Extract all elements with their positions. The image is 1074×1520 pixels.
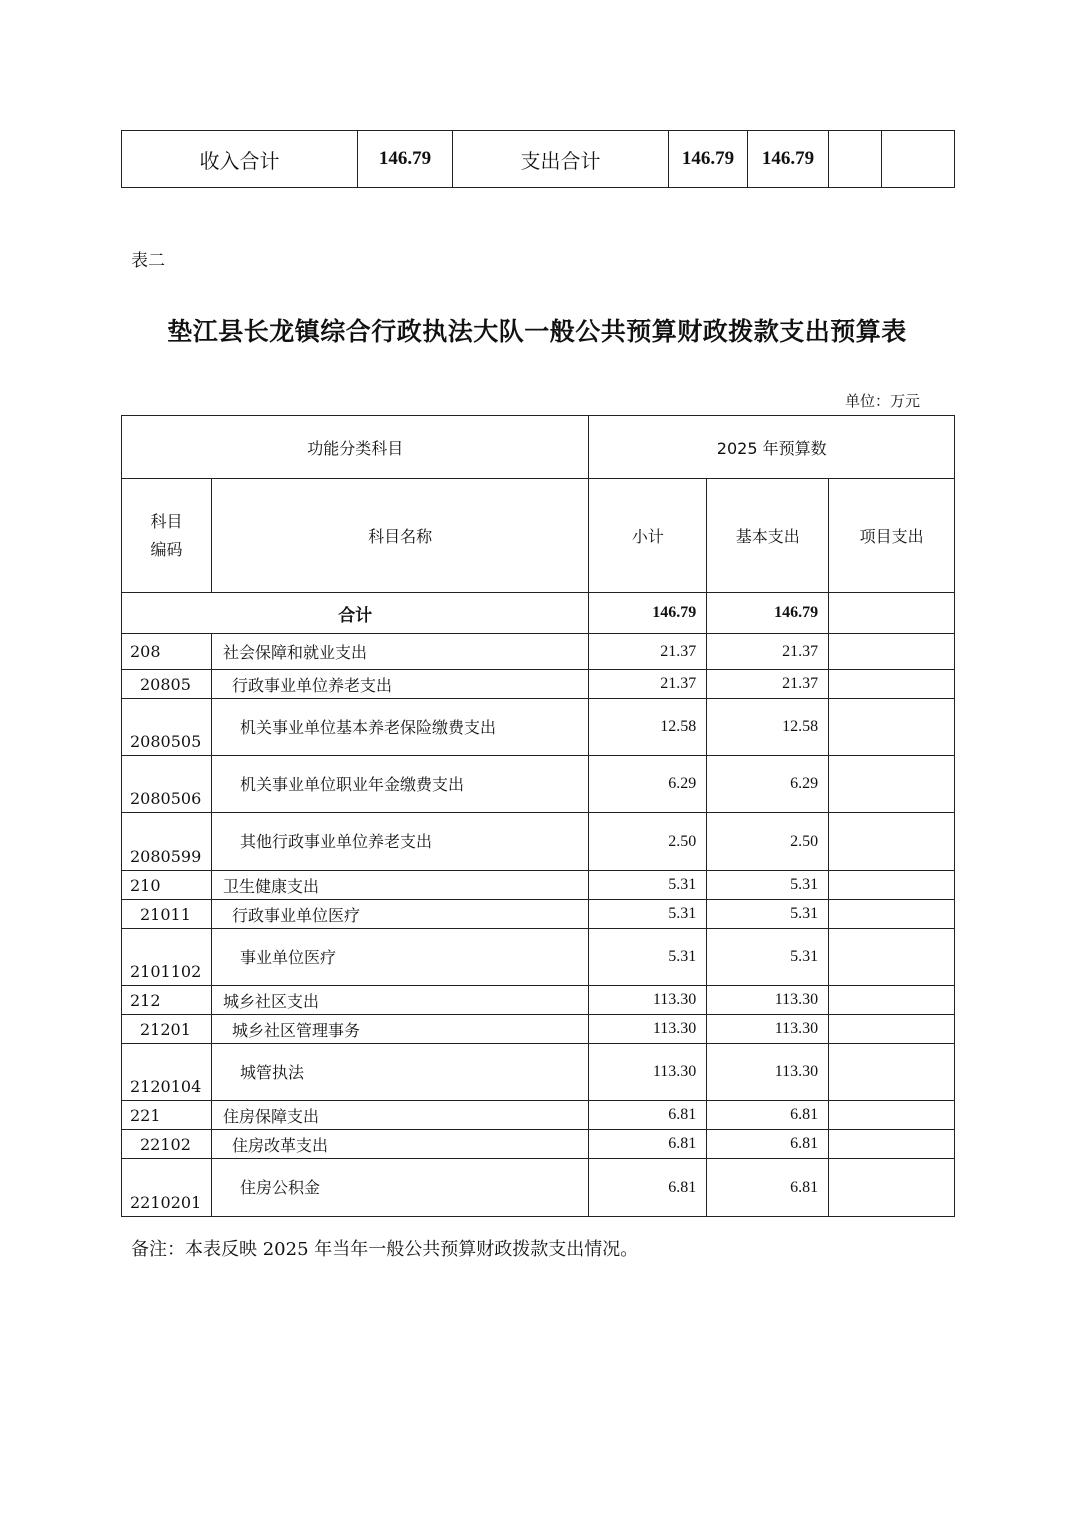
table-row bbox=[122, 634, 955, 670]
expense-total-value-1: 146.79 bbox=[669, 131, 748, 188]
unit-label: 单位：万元 bbox=[844, 392, 920, 410]
row-code: 210 bbox=[122, 871, 212, 900]
expense-total-value-2: 146.79 bbox=[748, 131, 829, 188]
income-total-label: 收入合计 bbox=[122, 131, 358, 188]
row-subtotal: 113.30 bbox=[589, 986, 707, 1015]
income-total-value: 146.79 bbox=[358, 131, 453, 188]
row-basic: 6.29 bbox=[707, 756, 829, 813]
row-subtotal: 5.31 bbox=[589, 871, 707, 900]
summary-blank-2 bbox=[882, 131, 955, 188]
row-code: 221 bbox=[122, 1101, 212, 1130]
row-basic: 113.30 bbox=[707, 1044, 829, 1101]
row-basic: 5.31 bbox=[707, 871, 829, 900]
row-name: 行政事业单位医疗 bbox=[211, 900, 588, 929]
table-row bbox=[122, 1159, 955, 1217]
budget-table bbox=[121, 415, 955, 1217]
row-project bbox=[829, 986, 955, 1015]
row-project bbox=[829, 1130, 955, 1159]
row-basic: 113.30 bbox=[707, 986, 829, 1015]
total-label: 合计 bbox=[122, 593, 589, 634]
header-subtotal: 小计 bbox=[589, 479, 707, 593]
row-name: 机关事业单位职业年金缴费支出 bbox=[211, 756, 588, 813]
row-project bbox=[829, 900, 955, 929]
summary-table bbox=[121, 130, 955, 188]
row-code: 208 bbox=[122, 634, 212, 670]
table-row bbox=[122, 1130, 955, 1159]
row-code: 20805 bbox=[122, 670, 212, 699]
row-basic: 5.31 bbox=[707, 900, 829, 929]
row-name: 事业单位医疗 bbox=[211, 929, 588, 986]
row-subtotal: 6.81 bbox=[589, 1101, 707, 1130]
row-subtotal: 5.31 bbox=[589, 900, 707, 929]
total-row bbox=[122, 593, 955, 634]
row-name: 社会保障和就业支出 bbox=[211, 634, 588, 670]
table-row bbox=[122, 699, 955, 756]
header-code-line1: 科目 bbox=[150, 511, 183, 531]
row-code: 2120104 bbox=[122, 1044, 212, 1101]
row-subtotal: 6.81 bbox=[589, 1130, 707, 1159]
total-project bbox=[829, 593, 955, 634]
row-project bbox=[829, 699, 955, 756]
row-name: 城乡社区支出 bbox=[211, 986, 588, 1015]
row-name: 城管执法 bbox=[211, 1044, 588, 1101]
row-name: 行政事业单位养老支出 bbox=[211, 670, 588, 699]
table-row bbox=[122, 813, 955, 871]
row-subtotal: 113.30 bbox=[589, 1044, 707, 1101]
table-row bbox=[122, 900, 955, 929]
row-project bbox=[829, 670, 955, 699]
row-name: 住房公积金 bbox=[211, 1159, 588, 1217]
row-subtotal: 21.37 bbox=[589, 634, 707, 670]
table-row bbox=[122, 670, 955, 699]
row-subtotal: 21.37 bbox=[589, 670, 707, 699]
header-name: 科目名称 bbox=[211, 479, 588, 593]
row-name: 城乡社区管理事务 bbox=[211, 1015, 588, 1044]
row-basic: 21.37 bbox=[707, 670, 829, 699]
table-row bbox=[122, 1044, 955, 1101]
row-code: 21011 bbox=[122, 900, 212, 929]
row-basic: 6.81 bbox=[707, 1101, 829, 1130]
row-project bbox=[829, 1015, 955, 1044]
row-basic: 113.30 bbox=[707, 1015, 829, 1044]
row-basic: 2.50 bbox=[707, 813, 829, 871]
row-subtotal: 113.30 bbox=[589, 1015, 707, 1044]
row-project bbox=[829, 813, 955, 871]
row-name: 住房保障支出 bbox=[211, 1101, 588, 1130]
total-basic: 146.79 bbox=[707, 593, 829, 634]
summary-blank-1 bbox=[829, 131, 882, 188]
header-row-2 bbox=[122, 479, 955, 593]
total-subtotal: 146.79 bbox=[589, 593, 707, 634]
row-subtotal: 2.50 bbox=[589, 813, 707, 871]
row-subtotal: 6.29 bbox=[589, 756, 707, 813]
row-code: 2210201 bbox=[122, 1159, 212, 1217]
table-row bbox=[122, 871, 955, 900]
row-project bbox=[829, 634, 955, 670]
row-project bbox=[829, 871, 955, 900]
header-category: 功能分类科目 bbox=[122, 416, 589, 479]
row-project bbox=[829, 1159, 955, 1217]
footnote: 备注：本表反映 2025 年当年一般公共预算财政拨款支出情况。 bbox=[131, 1239, 639, 1260]
row-code: 2080506 bbox=[122, 756, 212, 813]
header-row-1 bbox=[122, 416, 955, 479]
row-subtotal: 6.81 bbox=[589, 1159, 707, 1217]
row-basic: 6.81 bbox=[707, 1159, 829, 1217]
row-code: 2101102 bbox=[122, 929, 212, 986]
header-basic: 基本支出 bbox=[707, 479, 829, 593]
row-name: 住房改革支出 bbox=[211, 1130, 588, 1159]
row-code: 2080599 bbox=[122, 813, 212, 871]
table-row bbox=[122, 1101, 955, 1130]
header-budget: 2025 年预算数 bbox=[589, 416, 955, 479]
row-basic: 12.58 bbox=[707, 699, 829, 756]
row-project bbox=[829, 756, 955, 813]
row-project bbox=[829, 1101, 955, 1130]
header-code bbox=[122, 479, 212, 593]
row-code: 212 bbox=[122, 986, 212, 1015]
header-project: 项目支出 bbox=[829, 479, 955, 593]
row-basic: 5.31 bbox=[707, 929, 829, 986]
table-row bbox=[122, 756, 955, 813]
row-subtotal: 5.31 bbox=[589, 929, 707, 986]
table-row bbox=[122, 929, 955, 986]
row-project bbox=[829, 929, 955, 986]
row-name: 卫生健康支出 bbox=[211, 871, 588, 900]
summary-row bbox=[122, 131, 955, 188]
row-project bbox=[829, 1044, 955, 1101]
row-subtotal: 12.58 bbox=[589, 699, 707, 756]
table-row bbox=[122, 986, 955, 1015]
table-label: 表二 bbox=[131, 251, 165, 271]
row-basic: 21.37 bbox=[707, 634, 829, 670]
table-row bbox=[122, 1015, 955, 1044]
page-title: 垫江县长龙镇综合行政执法大队一般公共预算财政拨款支出预算表 bbox=[167, 317, 907, 346]
row-code: 2080505 bbox=[122, 699, 212, 756]
header-code-line2: 编码 bbox=[150, 539, 183, 559]
row-name: 其他行政事业单位养老支出 bbox=[211, 813, 588, 871]
row-basic: 6.81 bbox=[707, 1130, 829, 1159]
row-name: 机关事业单位基本养老保险缴费支出 bbox=[211, 699, 588, 756]
row-code: 22102 bbox=[122, 1130, 212, 1159]
row-code: 21201 bbox=[122, 1015, 212, 1044]
expense-total-label: 支出合计 bbox=[453, 131, 669, 188]
